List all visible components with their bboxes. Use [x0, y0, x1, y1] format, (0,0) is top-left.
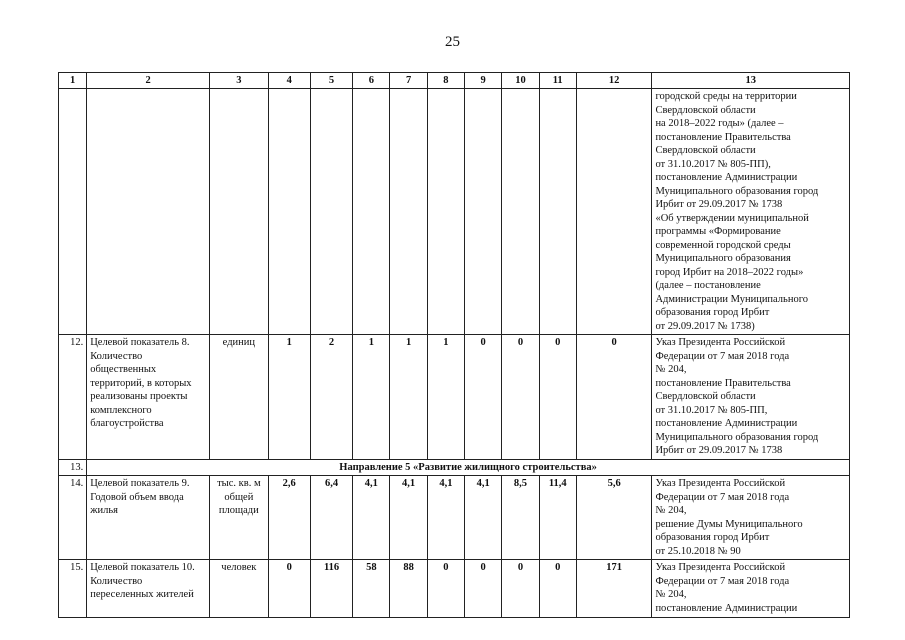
basis-cell: Указ Президента Российской Федерации от 7 мая 2018 года № 204, решение Думы Муниципального образования город Ирбит от 25.10.2018 № 90 — [652, 476, 850, 560]
value-cell: 58 — [353, 560, 390, 618]
table-row — [59, 89, 850, 335]
value-cell: 88 — [390, 560, 427, 618]
unit-cell: тыс. кв. м общей площади — [210, 476, 268, 560]
unit-cell — [210, 89, 268, 335]
indicator-name — [87, 89, 210, 335]
col-header: 10 — [502, 73, 539, 89]
value-cell: 1 — [268, 335, 310, 460]
value-cell: 0 — [502, 335, 539, 460]
value-cell: 4,1 — [465, 476, 502, 560]
row-number — [59, 89, 87, 335]
unit-cell: единиц — [210, 335, 268, 460]
value-cell: 0 — [465, 335, 502, 460]
col-header: 11 — [539, 73, 576, 89]
indicator-name: Целевой показатель 8. Количество общественных территорий, в которых реализованы проекты комплексного благоустройства — [87, 335, 210, 460]
value-cell: 6,4 — [310, 476, 352, 560]
value-cell — [576, 89, 652, 335]
value-cell — [268, 89, 310, 335]
value-cell: 1 — [353, 335, 390, 460]
basis-cell: Указ Президента Российской Федерации от 7 мая 2018 года № 204, постановление Правительства Свердловской области от 31.10.2017 № 805-ПП, постановление Администрации Муниципального образования город Ирбит от 29.09.2017 № 1738 — [652, 335, 850, 460]
indicator-name: Целевой показатель 10. Количество переселенных жителей — [87, 560, 210, 618]
value-cell — [390, 89, 427, 335]
col-header: 8 — [427, 73, 464, 89]
value-cell: 0 — [268, 560, 310, 618]
value-cell: 0 — [427, 560, 464, 618]
col-header: 2 — [87, 73, 210, 89]
col-header: 7 — [390, 73, 427, 89]
row-number: 14. — [59, 476, 87, 560]
row-number: 13. — [59, 459, 87, 476]
col-header: 13 — [652, 73, 850, 89]
value-cell: 116 — [310, 560, 352, 618]
value-cell: 0 — [465, 560, 502, 618]
value-cell: 4,1 — [390, 476, 427, 560]
section-title: Направление 5 «Развитие жилищного строительства» — [87, 459, 850, 476]
value-cell: 8,5 — [502, 476, 539, 560]
value-cell: 1 — [390, 335, 427, 460]
col-header: 5 — [310, 73, 352, 89]
row-number: 15. — [59, 560, 87, 618]
row-number: 12. — [59, 335, 87, 460]
indicator-name: Целевой показатель 9. Годовой объем ввода жилья — [87, 476, 210, 560]
value-cell: 0 — [539, 335, 576, 460]
value-cell: 2 — [310, 335, 352, 460]
col-header: 9 — [465, 73, 502, 89]
value-cell: 4,1 — [353, 476, 390, 560]
header-row — [59, 73, 850, 89]
basis-cell: городской среды на территории Свердловской области на 2018–2022 годы» (далее – постановление Правительства Свердловской области от 31.10.2017 № 805-ПП), постановление Администрации Муниципального образования город Ирбит от 29.09.2017 № 1738 «Об утверждении муниципальной программы «Формирование современной городской среды Муниципального образования город Ирбит на 2018–2022 годы» (далее – постановление Администрации Муниципального образования город Ирбит от 29.09.2017 № 1738) — [652, 89, 850, 335]
value-cell — [427, 89, 464, 335]
col-header: 6 — [353, 73, 390, 89]
table-row — [59, 335, 850, 460]
col-header: 4 — [268, 73, 310, 89]
col-header: 1 — [59, 73, 87, 89]
value-cell: 11,4 — [539, 476, 576, 560]
value-cell — [310, 89, 352, 335]
value-cell — [465, 89, 502, 335]
section-row — [59, 459, 850, 476]
value-cell — [539, 89, 576, 335]
col-header: 12 — [576, 73, 652, 89]
value-cell — [502, 89, 539, 335]
page-number: 25 — [445, 34, 460, 50]
basis-cell: Указ Президента Российской Федерации от 7 мая 2018 года № 204, постановление Администрации — [652, 560, 850, 618]
table-row — [59, 560, 850, 618]
col-header: 3 — [210, 73, 268, 89]
value-cell: 0 — [576, 335, 652, 460]
value-cell: 5,6 — [576, 476, 652, 560]
value-cell: 2,6 — [268, 476, 310, 560]
value-cell: 171 — [576, 560, 652, 618]
table-row — [59, 476, 850, 560]
unit-cell: человек — [210, 560, 268, 618]
value-cell — [353, 89, 390, 335]
indicators-table — [58, 72, 850, 618]
value-cell: 4,1 — [427, 476, 464, 560]
value-cell: 0 — [502, 560, 539, 618]
value-cell: 1 — [427, 335, 464, 460]
value-cell: 0 — [539, 560, 576, 618]
